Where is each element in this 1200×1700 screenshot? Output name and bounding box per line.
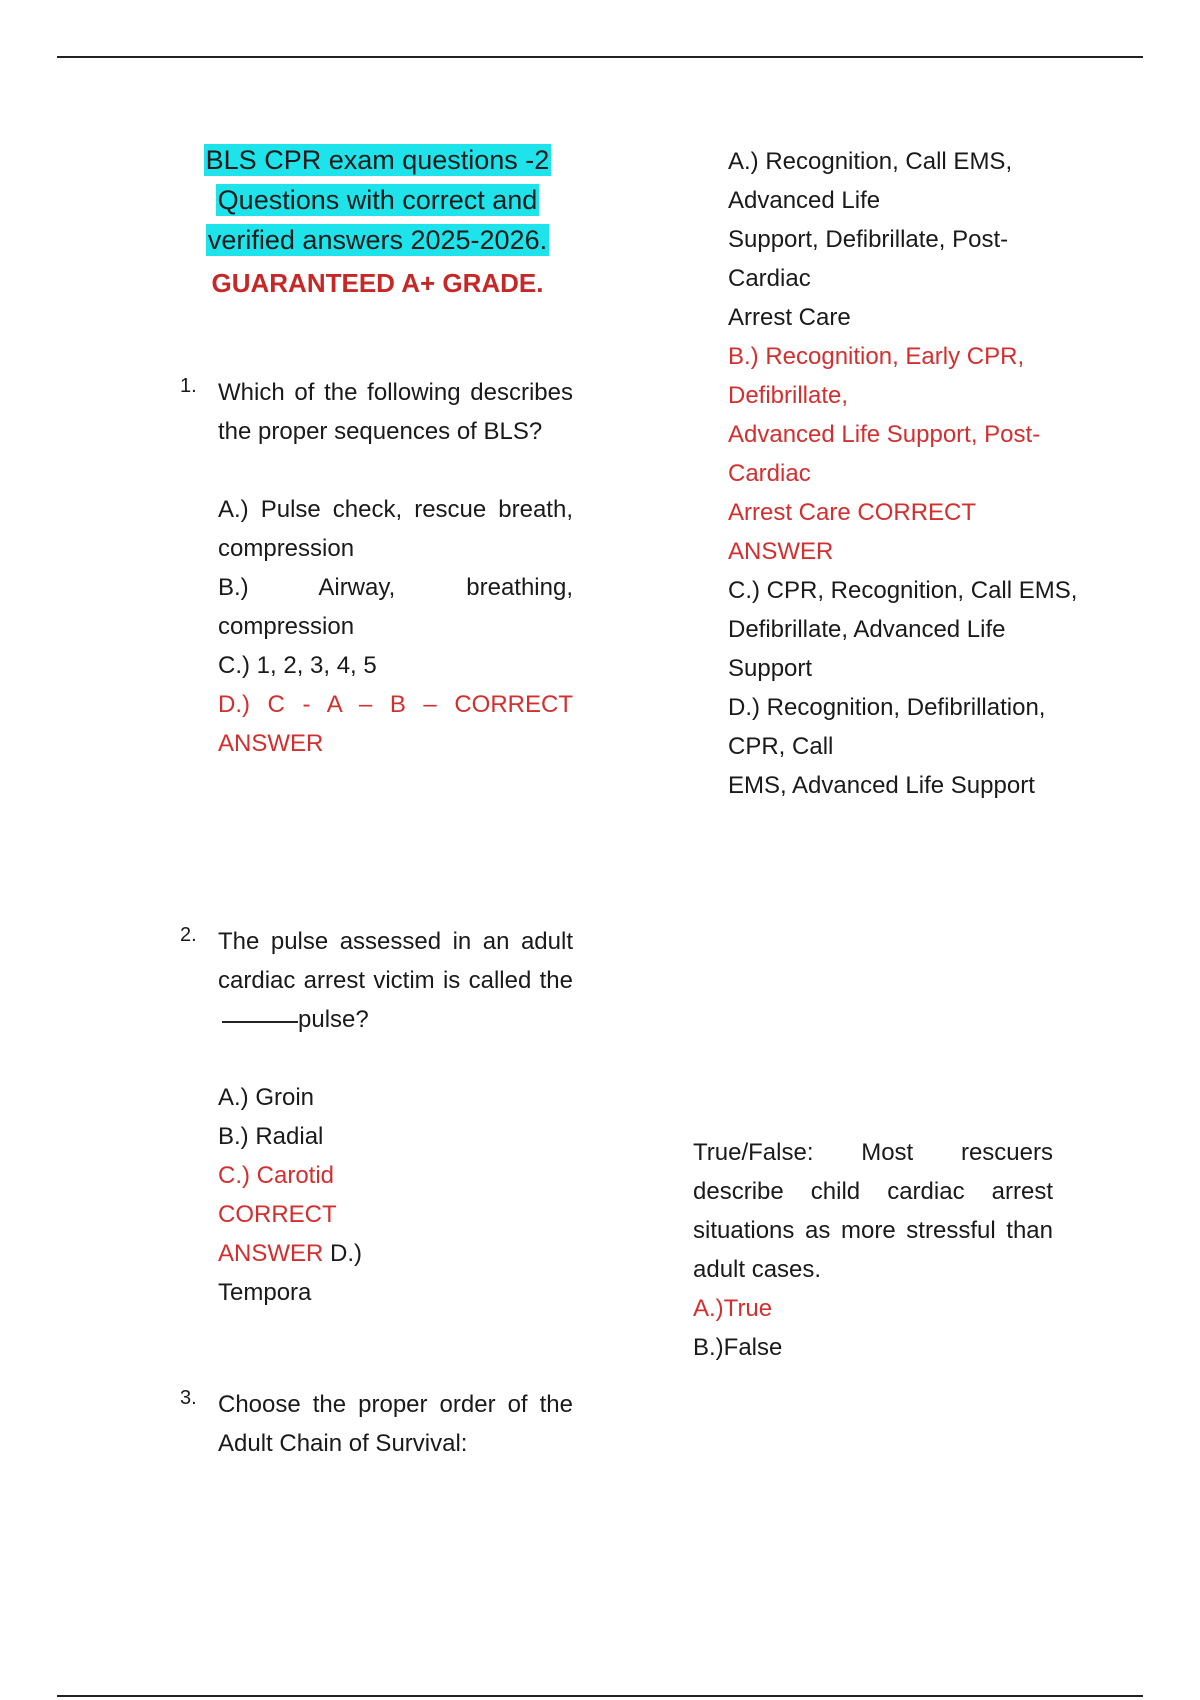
q3-option-a-line1: A.) Recognition, Call EMS, — [728, 148, 1013, 175]
answer-label: ANSWER — [218, 1240, 324, 1267]
option-a: A.) Groin — [218, 1084, 315, 1111]
q3-option-a-line2: Advanced Life — [728, 187, 881, 214]
grade-banner: GUARANTEED A+ GRADE. — [211, 268, 544, 298]
option-b: B.) Airway, breathing, compression — [218, 574, 573, 640]
q3-option-a-line5: Arrest Care — [728, 304, 851, 331]
option-a: A.) Pulse check, rescue breath, compression — [218, 496, 573, 562]
question-number: 3. — [180, 1387, 197, 1409]
question-2 — [180, 922, 573, 1312]
bottom-rule — [57, 1695, 1143, 1697]
option-d: D.) — [330, 1240, 363, 1267]
document-title — [180, 140, 575, 304]
question-text-before-blank: The pulse assessed in an adult cardiac arrest victim is called the — [218, 928, 573, 994]
top-rule — [57, 56, 1143, 58]
q3-option-d-line2: CPR, Call — [728, 733, 834, 760]
q3-option-d-line1: D.) Recognition, Defibrillation, — [728, 694, 1046, 721]
option-c: C.) 1, 2, 3, 4, 5 — [218, 652, 377, 679]
q3-option-c-line1: C.) CPR, Recognition, Call EMS, — [728, 577, 1078, 604]
option-c-correct: C.) Carotid — [218, 1162, 335, 1189]
question-3 — [180, 1385, 573, 1463]
title-line-2: Questions with correct and — [217, 185, 538, 215]
q3-option-b-line1: B.) Recognition, Early CPR, — [728, 343, 1025, 370]
option-b: B.) Radial — [218, 1123, 324, 1150]
q3-option-d-line3: EMS, Advanced Life Support — [728, 772, 1035, 799]
question-number: 2. — [180, 924, 197, 946]
q3-option-a-line3: Support, Defibrillate, Post- — [728, 226, 1009, 253]
q3-option-c-line2: Defibrillate, Advanced Life — [728, 616, 1006, 643]
question-true-false — [693, 1133, 1053, 1367]
title-line-3: verified answers 2025-2026. — [207, 225, 548, 255]
q3-option-b-line2: Defibrillate, — [728, 382, 849, 409]
question-text-after-blank: pulse? — [298, 1006, 369, 1033]
option-a-correct: A.)True — [693, 1295, 773, 1322]
title-line-1: BLS CPR exam questions -2 — [205, 145, 550, 175]
q3-option-b-line5: Arrest Care CORRECT ANSWER — [728, 499, 976, 565]
question-text: Which of the following describes the proper sequences of BLS? — [218, 379, 573, 445]
option-d-correct: D.) C - A – B – CORRECT ANSWER — [218, 691, 573, 757]
question-number: 1. — [180, 375, 197, 397]
question-text — [218, 922, 573, 1039]
question-text: Choose the proper order of the Adult Chain of Survival: — [218, 1391, 573, 1457]
q3-option-b-line3: Advanced Life Support, Post- — [728, 421, 1041, 448]
question-text: True/False: Most rescuers describe child cardiac arrest situations as more stressful than adult cases. — [693, 1139, 1053, 1283]
left-column — [180, 140, 575, 1457]
option-d-text: Tempora — [218, 1279, 312, 1306]
option-b: B.)False — [693, 1334, 783, 1361]
correct-label: CORRECT — [218, 1201, 337, 1228]
q3-option-c-line3: Support — [728, 655, 813, 682]
q3-option-b-line4: Cardiac — [728, 460, 811, 487]
option-c-continued — [218, 1234, 573, 1273]
q3-option-a-line4: Cardiac — [728, 265, 811, 292]
right-column-options — [728, 142, 1083, 805]
answer-blank — [222, 1020, 298, 1023]
question-1 — [180, 373, 573, 763]
